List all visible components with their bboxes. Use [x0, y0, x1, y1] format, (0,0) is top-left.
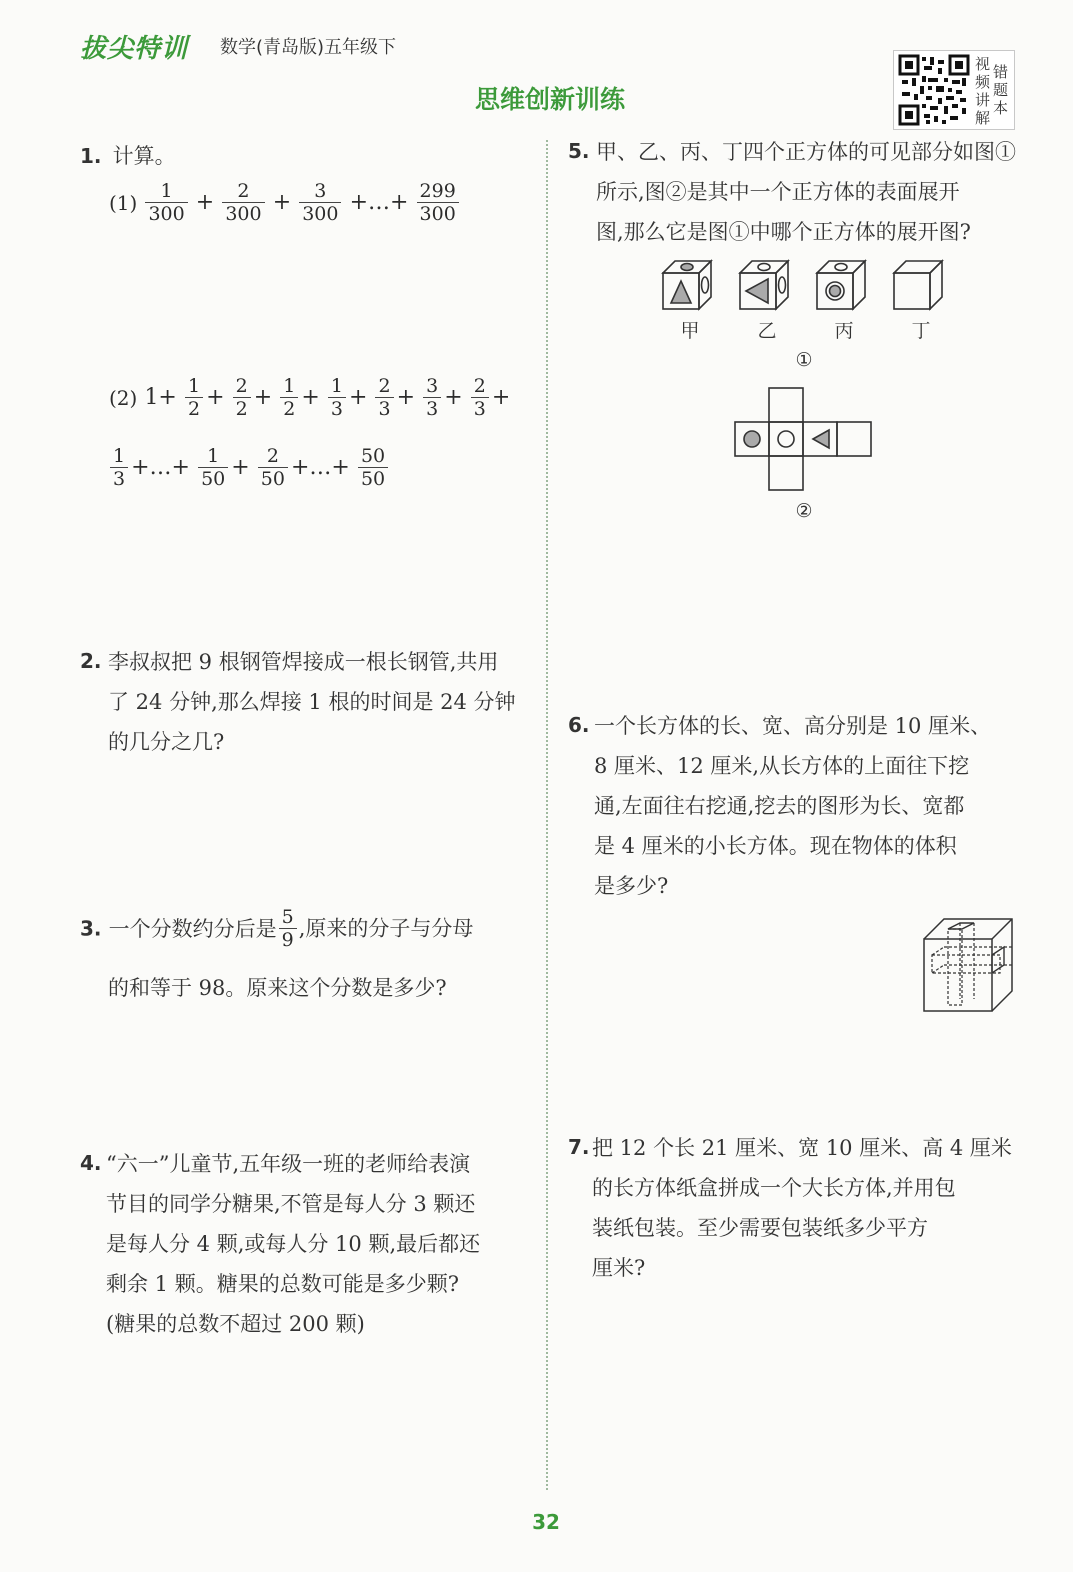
question-number: 4.	[80, 1151, 102, 1175]
question-line: 8 厘米、12 厘米,从长方体的上面往下挖	[594, 754, 970, 778]
qr-label-errors: 错题本	[993, 63, 1009, 117]
series-logo: 拔尖特训	[80, 34, 189, 64]
fraction: $\frac{1}{300}$	[145, 180, 187, 225]
cube-label-yi: 乙	[757, 320, 777, 342]
ellipsis: +…+	[349, 190, 409, 215]
question-4	[80, 1144, 540, 1344]
fraction: $\frac{299}{300}$	[417, 180, 459, 225]
question-3	[80, 906, 550, 951]
question-line: 把 12 个长 21 厘米、宽 10 厘米、高 4 厘米	[592, 1136, 1012, 1160]
question-number: 3.	[80, 916, 102, 941]
fraction: $\frac{1}{3}$	[110, 445, 128, 490]
lead-term: 1+	[144, 385, 177, 410]
fraction: $\frac{2}{3}$	[471, 375, 489, 420]
question-line: (糖果的总数不超过 200 颗)	[106, 1312, 365, 1336]
fraction: $\frac{5}{9}$	[279, 906, 297, 951]
plus-sign: +	[272, 190, 292, 215]
question-line: 所示,图②是其中一个正方体的表面展开	[596, 180, 960, 204]
question-7	[568, 1128, 1028, 1288]
fraction: $\frac{1}{2}$	[280, 375, 298, 420]
question-line: 图,那么它是图①中哪个正方体的展开图?	[596, 220, 971, 244]
fraction: $\frac{2}{300}$	[222, 180, 264, 225]
q1-part-2-line-2: $\frac{1}{3}$ +…+ $\frac{1}{50}$ + $\frac{2}{50}$ +…+ $\frac{50}{50}$	[108, 445, 390, 490]
hollow-cuboid-figure	[920, 915, 1016, 1015]
q1-part-1	[108, 180, 461, 225]
question-line: “六一”儿童节,五年级一班的老师给表演	[106, 1152, 471, 1176]
fraction: $\frac{2}{3}$	[375, 375, 393, 420]
question-line: 是 4 厘米的小长方体。现在物体的体积	[594, 834, 957, 858]
question-text: 计算。	[112, 144, 176, 168]
question-line: 李叔叔把 9 根钢管焊接成一根长钢管,共用	[108, 650, 499, 674]
question-line: 装纸包装。至少需要包装纸多少平方	[592, 1216, 928, 1240]
question-line: 节目的同学分糖果,不管是每人分 3 颗还	[106, 1192, 476, 1216]
question-line: 的几分之几?	[108, 730, 225, 754]
plus-sign: +	[195, 190, 215, 215]
fraction: $\frac{2}{50}$	[258, 445, 288, 490]
page-title: 思维创新训练	[474, 85, 625, 114]
q1-part-2: (2) 1+ $\frac{1}{2}$ + $\frac{2}{2}$ + $\frac{1}{2}$ + $\frac{1}{3}$ + $\frac{2}{3}$ + $\frac{3}{3}$ + $\frac{2}{3}$ +	[109, 375, 511, 420]
question-line: 剩余 1 颗。糖果的总数可能是多少颗?	[106, 1272, 459, 1296]
question-line: 厘米?	[592, 1256, 646, 1280]
question-line: 的长方体纸盒拼成一个大长方体,并用包	[592, 1176, 956, 1200]
question-number: 1.	[80, 144, 102, 168]
part-label: (1)	[109, 190, 138, 215]
cube-label-ding: 丁	[911, 320, 931, 342]
question-line: 是多少?	[594, 874, 669, 898]
fraction: $\frac{1}{3}$	[328, 375, 346, 420]
question-line: 甲、乙、丙、丁四个正方体的可见部分如图①	[596, 140, 1016, 164]
fraction: $\frac{1}{50}$	[198, 445, 228, 490]
question-number: 2.	[80, 649, 102, 673]
fraction: $\frac{3}{3}$	[423, 375, 441, 420]
cube-jia	[663, 261, 711, 309]
fraction: $\frac{3}{300}$	[299, 180, 341, 225]
question-2	[80, 642, 540, 762]
question-line: 的和等于 98。原来这个分数是多少?	[108, 976, 447, 1000]
cube-label-bing: 丙	[834, 320, 854, 342]
book-title: 数学(青岛版)五年级下	[220, 37, 397, 58]
part-label: (2)	[109, 385, 138, 410]
question-6	[568, 706, 1028, 906]
page-number: 32	[532, 1510, 560, 1534]
question-text: 一个分数约分后是	[108, 916, 277, 941]
figure-2-label: ②	[795, 500, 813, 522]
question-line: 通,左面往右挖通,挖去的图形为长、宽都	[594, 794, 965, 818]
figure-1-label: ①	[795, 349, 813, 371]
question-number: 5.	[568, 139, 590, 163]
qr-code-icon[interactable]	[898, 54, 970, 126]
column-divider	[546, 140, 548, 1490]
question-5	[568, 132, 1028, 252]
cube-bing	[817, 261, 865, 309]
cube-yi	[740, 261, 788, 309]
question-line: 了 24 分钟,那么焊接 1 根的时间是 24 分钟	[108, 690, 516, 714]
cube-ding	[894, 261, 942, 309]
question-number: 7.	[568, 1135, 590, 1159]
figure-2-net	[733, 386, 873, 494]
fraction: $\frac{50}{50}$	[358, 445, 388, 490]
question-1	[80, 136, 176, 176]
question-number: 6.	[568, 713, 590, 737]
question-line: 一个长方体的长、宽、高分别是 10 厘米、	[594, 714, 992, 738]
qr-label-video: 视频讲解	[975, 55, 991, 127]
cube-label-jia: 甲	[680, 320, 700, 342]
question-line: 是每人分 4 颗,或每人分 10 颗,最后都还	[106, 1232, 481, 1256]
fraction: $\frac{1}{2}$	[185, 375, 203, 420]
question-text: ,原来的分子与分母	[298, 916, 474, 941]
fraction: $\frac{2}{2}$	[233, 375, 251, 420]
figure-1-cubes	[655, 255, 955, 315]
